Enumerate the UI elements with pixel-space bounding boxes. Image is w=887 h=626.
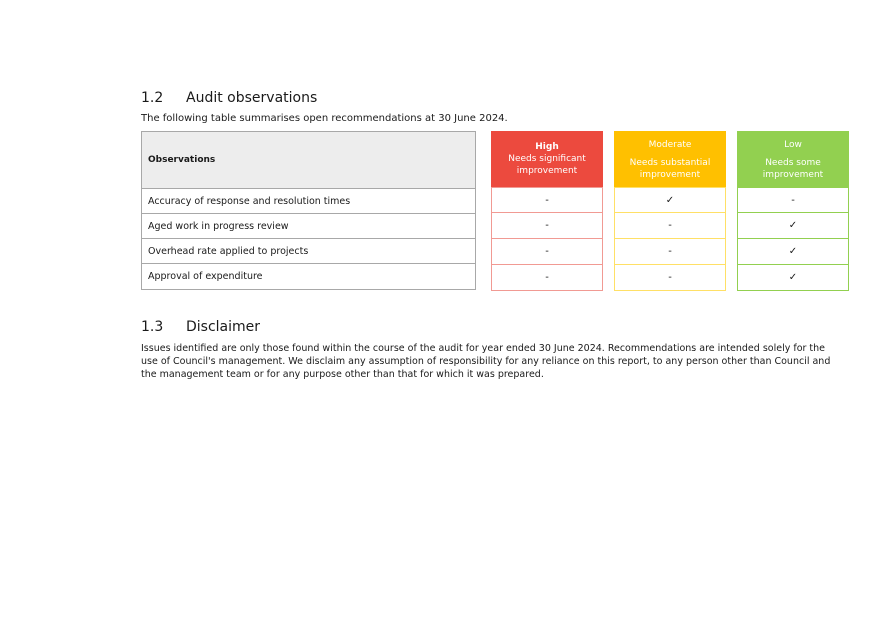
rating-column-moderate [614, 131, 726, 291]
rating-description: Needs significant improvement [508, 154, 586, 176]
rating-cell: - [614, 265, 726, 291]
rating-cell: - [491, 187, 603, 213]
section-number: 1.2 [141, 90, 164, 106]
rating-header-moderate [614, 131, 726, 187]
intro-text: The following table summarises open recommendations at 30 June 2024. [141, 113, 508, 124]
table-row: Approval of expenditure [148, 271, 263, 282]
rating-cell: ✓ [614, 187, 726, 213]
table-row: Overhead rate applied to projects [142, 239, 475, 264]
rating-level: High [535, 142, 559, 152]
rating-cell: ✓ [737, 213, 849, 239]
section-title: Audit observations [186, 90, 318, 106]
observations-header: Observations [142, 132, 475, 189]
rating-cell: ✓ [737, 239, 849, 265]
rating-cell: - [614, 213, 726, 239]
rating-cell: - [491, 213, 603, 239]
rating-description: Needs some improvement [762, 158, 824, 180]
rating-column-high [491, 131, 603, 291]
rating-cell: - [491, 265, 603, 291]
rating-level: Moderate [648, 140, 692, 150]
disclaimer-text: Issues identified are only those found within the course of the audit for year ended 30 June 2024. Recommendations are intended solely for the use of Council's management. We disclaim any assumption of responsibility for any reliance on this report, to any person other than Council and the management team or for any purpose other than that for which it was prepared. [141, 343, 831, 380]
rating-cell: - [614, 239, 726, 265]
section-heading-audit-observations [141, 90, 317, 106]
section-number: 1.3 [141, 319, 164, 335]
rating-description: Needs substantial improvement [629, 158, 711, 180]
rating-cell: - [491, 239, 603, 265]
observations-table [141, 131, 476, 290]
section-heading-disclaimer [141, 319, 260, 335]
table-row: Accuracy of response and resolution times [142, 189, 475, 214]
table-row: Aged work in progress review [142, 214, 475, 239]
rating-header-high [491, 131, 603, 187]
rating-column-low [737, 131, 849, 291]
rating-header-low [737, 131, 849, 187]
section-title: Disclaimer [186, 319, 261, 335]
rating-level: Low [784, 140, 802, 150]
rating-cell: - [737, 187, 849, 213]
rating-cell: ✓ [737, 265, 849, 291]
